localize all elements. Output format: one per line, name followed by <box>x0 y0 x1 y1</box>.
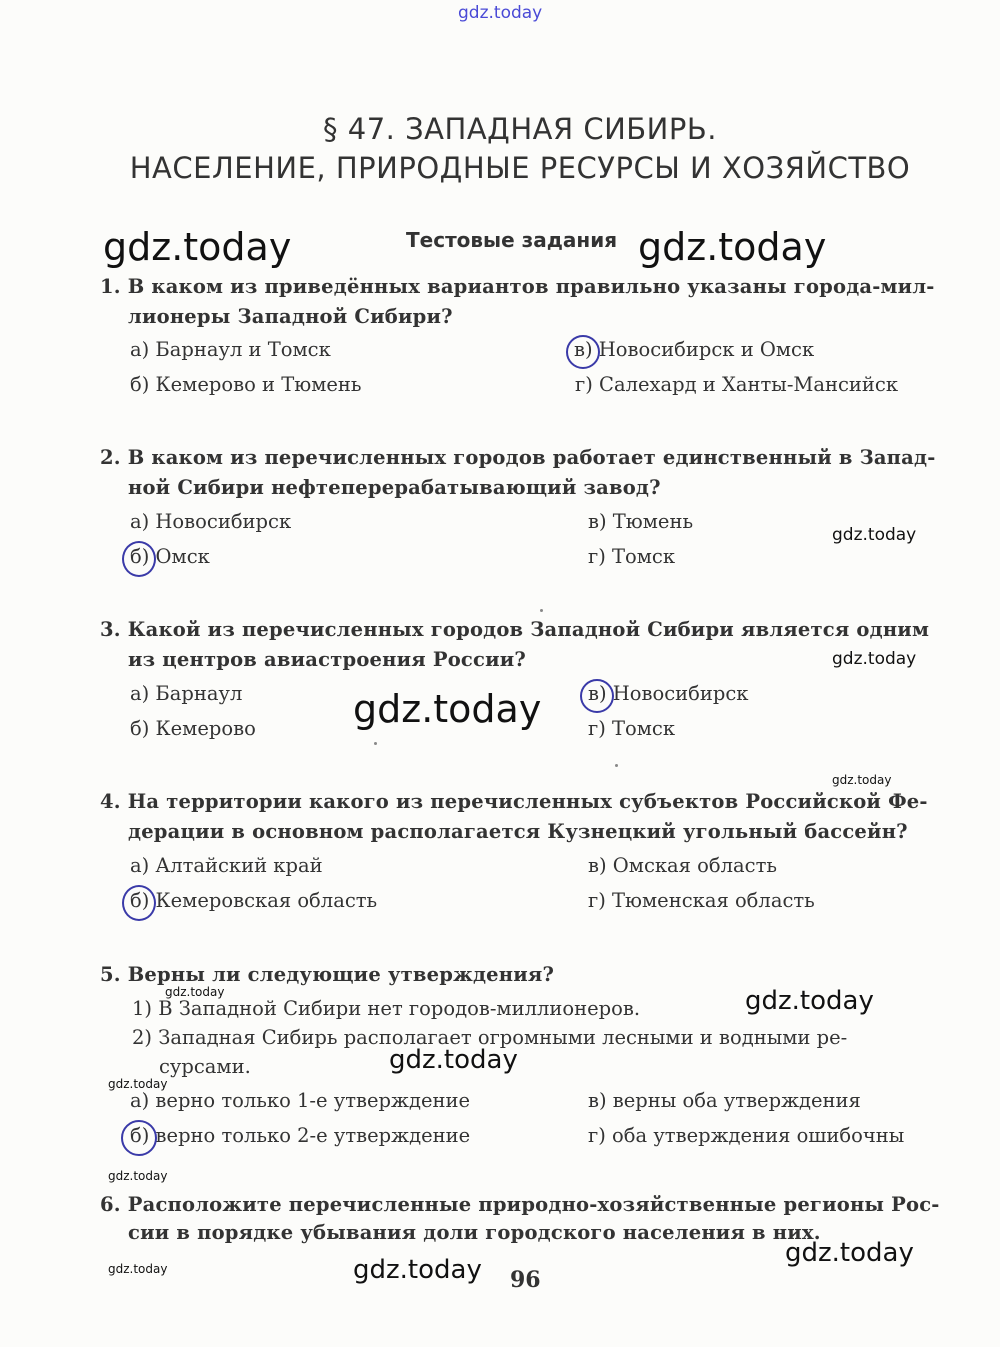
question-4-option-a: а) Алтайский край <box>130 854 323 877</box>
page-title-line-1: § 47. ЗАПАДНАЯ СИБИРЬ. <box>323 112 717 146</box>
watermark: gdz.today <box>389 1045 518 1075</box>
question-1-option-b: б) Кемерово и Тюмень <box>130 373 362 396</box>
watermark: gdz.today <box>832 649 917 669</box>
answer-circle-3 <box>580 679 614 713</box>
answer-circle-1 <box>566 335 600 369</box>
page-number: 96 <box>510 1267 541 1293</box>
question-5-statement-2-cont: сурсами. <box>159 1055 251 1078</box>
watermark: gdz.today <box>745 986 874 1016</box>
question-4-option-g: г) Тюменская область <box>588 889 815 912</box>
question-2-option-a: а) Новосибирск <box>130 510 292 533</box>
question-3-option-a: а) Барнаул <box>130 682 243 705</box>
question-1-option-g: г) Салехард и Ханты-Мансийск <box>575 373 899 396</box>
question-1-line-2: лионеры Западной Сибири? <box>128 305 453 328</box>
question-5-option-g: г) оба утверждения ошибочны <box>588 1124 905 1147</box>
speck <box>540 609 543 612</box>
question-5-option-a: а) верно только 1-е утверждение <box>130 1089 471 1112</box>
watermark: gdz.today <box>832 525 917 545</box>
question-4-option-b: б) Кемеровская область <box>130 889 378 912</box>
question-1-option-v: в) Новосибирск и Омск <box>574 338 815 361</box>
speck <box>615 764 618 767</box>
question-2-line-1: 2. В каком из перечисленных городов работает единственный в Запад- <box>100 446 936 469</box>
question-6-line-2: сии в порядке убывания доли городского населения в них. <box>128 1221 821 1244</box>
watermark: gdz.today <box>638 225 827 269</box>
watermark: gdz.today <box>108 1262 168 1276</box>
section-heading: Тестовые задания <box>406 228 618 252</box>
watermark: gdz.today <box>108 1169 168 1183</box>
watermark: gdz.today <box>103 225 292 269</box>
question-1-line-1: 1. В каком из приведённых вариантов правильно указаны города-мил- <box>100 275 935 298</box>
speck <box>374 742 377 745</box>
watermark: gdz.today <box>353 687 542 731</box>
question-3-line-1: 3. Какой из перечисленных городов Западной Сибири является одним <box>100 618 930 641</box>
question-5-statement-2: 2) Западная Сибирь располагает огромными лесными и водными ре- <box>132 1026 848 1049</box>
question-5-line-1: 5. Верны ли следующие утверждения? <box>100 963 555 986</box>
question-3-option-v: в) Новосибирск <box>588 682 749 705</box>
question-4-line-2: дерации в основном располагается Кузнецкий угольный бассейн? <box>128 820 908 843</box>
watermark: gdz.today <box>353 1255 482 1285</box>
watermark: gdz.today <box>785 1238 914 1268</box>
question-4-line-1: 4. На территории какого из перечисленных субъектов Российской Фе- <box>100 790 928 813</box>
question-2-option-b: б) Омск <box>130 545 210 568</box>
question-5-option-b: б) верно только 2-е утверждение <box>130 1124 471 1147</box>
answer-circle-5 <box>121 1120 157 1156</box>
question-6-line-1: 6. Расположите перечисленные природно-хозяйственные регионы Рос- <box>100 1193 940 1216</box>
question-2-option-g: г) Томск <box>588 545 676 568</box>
question-1-option-a: а) Барнаул и Томск <box>130 338 331 361</box>
question-3-option-b: б) Кемерово <box>130 717 256 740</box>
watermark: gdz.today <box>108 1077 168 1091</box>
watermark: gdz.today <box>832 773 892 787</box>
question-4-option-v: в) Омская область <box>588 854 777 877</box>
question-2-line-2: ной Сибири нефтеперерабатывающий завод? <box>128 476 661 499</box>
page-title-line-2: НАСЕЛЕНИЕ, ПРИРОДНЫЕ РЕСУРСЫ И ХОЗЯЙСТВО <box>129 151 911 185</box>
watermark: gdz.today <box>165 985 225 999</box>
answer-circle-2 <box>122 541 156 577</box>
question-3-line-2: из центров авиастроения России? <box>128 648 527 671</box>
top-watermark: gdz.today <box>458 3 543 23</box>
answer-circle-4 <box>122 885 156 921</box>
question-3-option-g: г) Томск <box>588 717 676 740</box>
question-5-option-v: в) верны оба утверждения <box>588 1089 861 1112</box>
question-2-option-v: в) Тюмень <box>588 510 694 533</box>
question-5-statement-1: 1) В Западной Сибири нет городов-миллионеров. <box>132 997 641 1020</box>
